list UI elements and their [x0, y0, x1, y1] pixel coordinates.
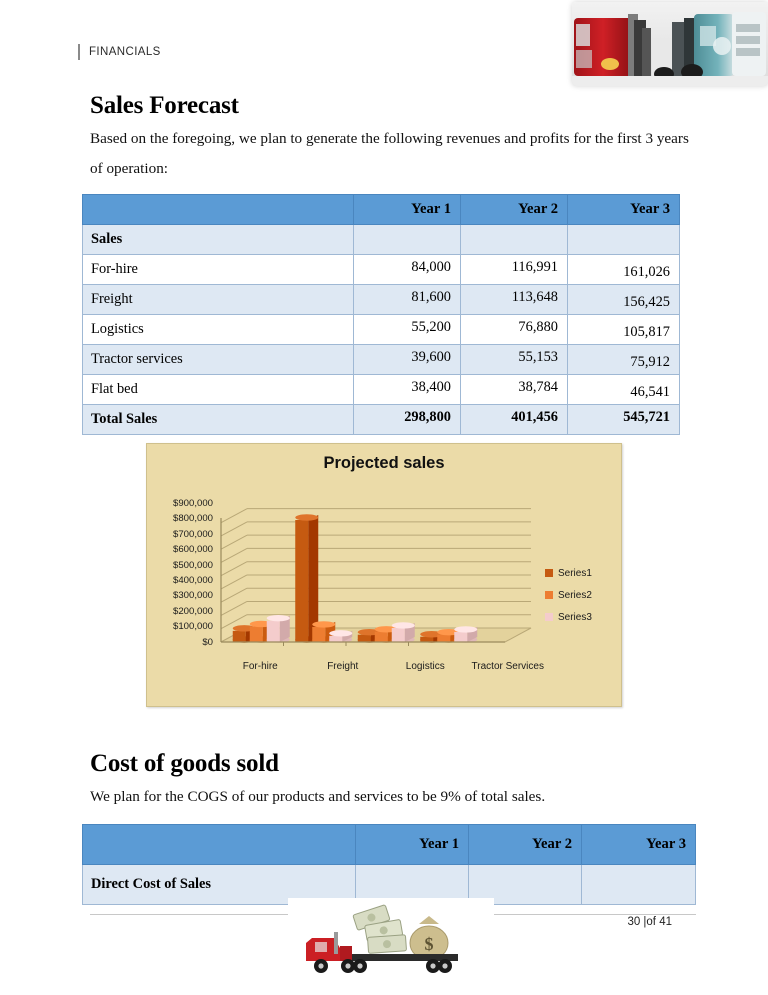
two-semi-trucks-photo	[572, 2, 768, 86]
bar-body	[358, 635, 371, 642]
legend-item	[545, 562, 592, 584]
bar-body	[437, 635, 450, 642]
col-header-year2: Year 2	[461, 195, 568, 225]
table-row	[83, 225, 680, 255]
cell-year3	[568, 225, 680, 255]
gridline-depth	[221, 601, 247, 615]
x-tick-label: Freight	[327, 661, 359, 672]
bar-body	[295, 520, 308, 642]
bar-top-cap	[392, 622, 415, 628]
cell-year2: 38,784	[461, 375, 568, 405]
page-title-sales-forecast: Sales Forecast	[90, 92, 239, 119]
bar-body	[312, 627, 325, 642]
y-tick-label: $200,000	[172, 605, 213, 617]
page-number: 30 |of 41	[627, 916, 672, 928]
table-row	[83, 405, 680, 435]
legend-swatch-icon	[545, 591, 553, 599]
row-label: Tractor services	[83, 345, 354, 375]
legend-label: Series1	[558, 567, 592, 579]
cell-year3: 545,721	[568, 405, 680, 435]
header-section-label: FINANCIALS	[78, 44, 161, 60]
cell-year2: 113,648	[461, 285, 568, 315]
cell-year3	[582, 865, 696, 905]
cell-year3: 161,026	[568, 255, 680, 285]
col-header-year2: Year 2	[469, 825, 582, 865]
cell-year1: 298,800	[354, 405, 461, 435]
x-tick-label: Tractor Services	[471, 661, 544, 672]
chart-legend	[545, 562, 592, 628]
legend-label: Series3	[558, 611, 592, 623]
chart-bar	[392, 622, 415, 642]
y-tick-label: $700,000	[172, 528, 213, 540]
cell-year1: 84,000	[354, 255, 461, 285]
bar-body	[392, 628, 405, 642]
cost-of-goods-sold-table	[82, 824, 696, 905]
row-label: Logistics	[83, 315, 354, 345]
cell-year3: 105,817	[568, 315, 680, 345]
chart-y-axis-labels	[147, 496, 217, 650]
trucks-illustration	[572, 2, 768, 86]
x-tick-label: For-hire	[242, 661, 278, 672]
gridline-depth	[221, 562, 247, 576]
bar-top-cap	[267, 615, 290, 621]
page-title-cost-of-goods-sold: Cost of goods sold	[90, 750, 279, 777]
svg-text:$: $	[424, 934, 434, 954]
col-header-year1: Year 1	[356, 825, 469, 865]
y-tick-label: $300,000	[172, 590, 213, 602]
table-row	[83, 345, 680, 375]
cell-year1	[354, 225, 461, 255]
col-header-year1: Year 1	[354, 195, 461, 225]
chart-bar	[454, 626, 477, 642]
row-label: Total Sales	[83, 405, 354, 435]
col-header-blank	[83, 195, 354, 225]
bar-body	[375, 632, 388, 642]
cell-year2: 116,991	[461, 255, 568, 285]
chart-plot-area	[213, 502, 533, 662]
sales-forecast-paragraph: Based on the foregoing, we plan to generate the following revenues and profits for the first 3 years of operation:	[90, 130, 689, 177]
page-header	[0, 0, 768, 92]
y-tick-label: $400,000	[172, 574, 213, 586]
col-header-year3: Year 3	[582, 825, 696, 865]
money-truck-illustration	[288, 898, 494, 990]
bar-body	[250, 626, 263, 642]
bar-top-cap	[295, 514, 318, 520]
chart-bar	[267, 615, 290, 643]
cell-year1: 38,400	[354, 375, 461, 405]
col-header-blank	[83, 825, 356, 865]
gridline-depth	[221, 509, 247, 523]
y-tick-label: $500,000	[172, 559, 213, 571]
table-row	[83, 285, 680, 315]
gridline-depth	[221, 535, 247, 549]
chart-x-axis-labels	[219, 660, 549, 673]
row-label: Direct Cost of Sales	[83, 865, 356, 905]
truck-hauling-money-photo	[288, 898, 494, 990]
bar-body	[329, 636, 342, 642]
gridline-depth	[221, 588, 247, 602]
bar-body	[454, 632, 467, 642]
row-label: Sales	[83, 225, 354, 255]
cell-year1: 81,600	[354, 285, 461, 315]
cell-year3: 156,425	[568, 285, 680, 315]
cell-year2	[461, 225, 568, 255]
legend-swatch-icon	[545, 613, 553, 621]
y-tick-label: $0	[202, 636, 213, 648]
gridline-depth	[221, 575, 247, 589]
bar-top-cap	[454, 626, 477, 632]
cell-year1: 39,600	[354, 345, 461, 375]
legend-item	[545, 584, 592, 606]
bar-body	[267, 621, 280, 642]
chart-title: Projected sales	[323, 454, 445, 472]
table-row	[83, 315, 680, 345]
bar-body	[233, 631, 246, 642]
row-label: For-hire	[83, 255, 354, 285]
x-tick-label: Logistics	[405, 661, 445, 672]
row-label: Flat bed	[83, 375, 354, 405]
chart-bar	[329, 630, 352, 643]
projected-sales-chart	[146, 443, 622, 707]
sales-forecast-table	[82, 194, 680, 435]
y-tick-label: $600,000	[172, 544, 213, 556]
cell-year2: 401,456	[461, 405, 568, 435]
bar-top-cap	[329, 630, 352, 636]
cell-year2: 55,153	[461, 345, 568, 375]
bar-body	[420, 637, 433, 642]
table-row	[83, 255, 680, 285]
y-tick-label: $800,000	[172, 513, 213, 525]
col-header-year3: Year 3	[568, 195, 680, 225]
gridline-depth	[221, 548, 247, 562]
gridline-depth	[221, 522, 247, 536]
cell-year2: 76,880	[461, 315, 568, 345]
table-row	[83, 375, 680, 405]
y-tick-label: $900,000	[172, 498, 213, 509]
cogs-paragraph: We plan for the COGS of our products and services to be 9% of total sales.	[90, 788, 546, 805]
table-header-row	[83, 195, 680, 225]
legend-item	[545, 606, 592, 628]
bar-top-cap	[312, 621, 335, 627]
legend-label: Series2	[558, 589, 592, 601]
cell-year1: 55,200	[354, 315, 461, 345]
cell-year3: 75,912	[568, 345, 680, 375]
y-tick-label: $100,000	[172, 621, 213, 633]
cell-year3: 46,541	[568, 375, 680, 405]
sales-table-body	[83, 225, 680, 435]
legend-swatch-icon	[545, 569, 553, 577]
row-label: Freight	[83, 285, 354, 315]
chart-bars	[233, 514, 478, 642]
table-header-row	[83, 825, 696, 865]
